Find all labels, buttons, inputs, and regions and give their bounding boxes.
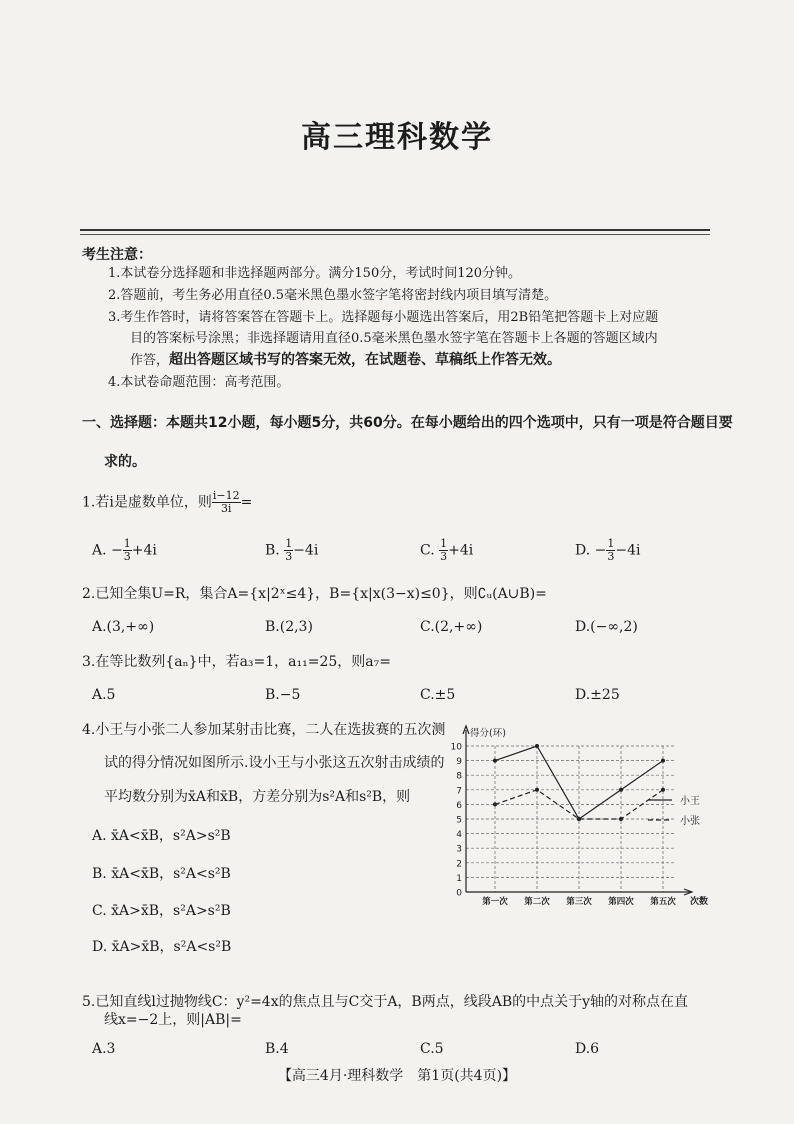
q1-fraction xyxy=(212,490,241,515)
q1-c-num: 1 xyxy=(440,537,448,550)
q1-a-label: A. − xyxy=(92,542,123,559)
q1-c-rest: +4i xyxy=(448,542,474,559)
q1-d-num: 1 xyxy=(607,537,615,550)
data-point xyxy=(493,759,497,763)
section-heading-line2: 求的。 xyxy=(104,454,146,470)
y-tick-label: 6 xyxy=(456,800,462,811)
q2-option-c: C.(2,+∞) xyxy=(420,619,483,635)
q1-b-label: B. xyxy=(265,542,285,559)
x-tick-label: 第三次 xyxy=(566,897,592,907)
page-title: 高三理科数学 xyxy=(301,120,493,155)
q1-b-rest: −4i xyxy=(293,542,319,559)
q5-option-c: C.5 xyxy=(420,1041,444,1057)
q2-option-d: D.(−∞,2) xyxy=(575,619,638,635)
q5-option-d: D.6 xyxy=(575,1041,600,1057)
section-heading-line1: 一、选择题：本题共12小题，每小题5分，共60分。在每小题给出的四个选项中，只有一项是符合题目要 xyxy=(82,415,733,431)
x-tick-label: 第一次 xyxy=(482,897,508,907)
q1-frac-den: 3i xyxy=(220,502,232,515)
q1-option-c xyxy=(420,538,473,563)
q1-b-den: 3 xyxy=(285,550,293,563)
data-point xyxy=(535,788,539,792)
q2-option-a: A.(3,+∞) xyxy=(92,619,155,635)
q1-stem-text: 1.若i是虚数单位，则 xyxy=(82,494,212,511)
q1-c-label: C. xyxy=(420,542,440,559)
q1-option-a xyxy=(92,538,157,563)
q1-c-den: 3 xyxy=(440,550,448,563)
q3-option-d: D.±25 xyxy=(575,687,620,703)
q1-frac-num: i−12 xyxy=(212,489,240,502)
legend-label: 小张 xyxy=(680,816,700,827)
x-tick-label: 第二次 xyxy=(524,897,550,907)
q5-option-a: A.3 xyxy=(92,1041,116,1057)
header-rule-thin xyxy=(80,234,710,235)
y-tick-label: 4 xyxy=(456,830,462,841)
question-3-stem: 3.在等比数列{aₙ}中，若a₃=1，a₁₁=25，则a₇= xyxy=(82,654,391,670)
q1-a-num: 1 xyxy=(123,537,131,550)
y-tick-label: 9 xyxy=(456,757,462,768)
data-point xyxy=(661,759,665,763)
y-tick-label: 2 xyxy=(456,859,462,870)
q3-option-a: A.5 xyxy=(92,687,116,703)
data-point xyxy=(661,788,665,792)
q4-option-b: B. x̄A<x̄B，s²A<s²B xyxy=(92,866,231,882)
q1-a-rest: +4i xyxy=(131,542,157,559)
data-point xyxy=(493,802,497,806)
q3-option-b: B.−5 xyxy=(265,687,301,703)
y-tick-label: 7 xyxy=(456,786,462,797)
y-tick-label: 3 xyxy=(456,844,462,855)
q1-d-label: D. − xyxy=(575,542,607,559)
score-line-chart xyxy=(440,722,710,912)
notice-item-2: 2.答题前，考生务必用直径0.5毫米黑色墨水签字笔将密封线内项目填写清楚。 xyxy=(108,288,558,303)
legend-label: 小王 xyxy=(680,796,700,807)
notice-item-3c-text: 作答， xyxy=(130,353,170,368)
notice-heading: 考生注意： xyxy=(82,247,152,263)
notice-item-4: 4.本试卷命题范围：高考范围。 xyxy=(108,375,290,390)
data-point xyxy=(577,817,581,821)
y-tick-label: 1 xyxy=(456,873,462,884)
x-tick-label: 第四次 xyxy=(608,897,634,907)
q1-a-den: 3 xyxy=(123,550,131,563)
chart-grid xyxy=(466,746,676,892)
q1-b-num: 1 xyxy=(285,537,293,550)
q2-option-b: B.(2,3) xyxy=(265,619,313,635)
question-4-line1: 4.小王与小张二人参加某射击比赛，二人在选拔赛的五次测 xyxy=(82,722,446,738)
question-2-stem: 2.已知全集U=R，集合A={x|2ˣ≤4}，B={x|x(3−x)≤0}，则∁ᵤ(A∪B)= xyxy=(82,586,547,602)
data-point xyxy=(619,788,623,792)
q5-option-b: B.4 xyxy=(265,1041,289,1057)
notice-item-3a: 3.考生作答时，请将答案答在答题卡上。选择题每小题选出答案后，用2B铅笔把答题卡上对应题 xyxy=(108,310,659,325)
data-point xyxy=(535,744,539,748)
question-5-line2-wrap xyxy=(104,1010,242,1030)
q1-d-den: 3 xyxy=(607,550,615,563)
chart-axes xyxy=(463,726,692,895)
question-4-line3: 平均数分别为x̄A和x̄B，方差分别为s²A和s²B，则 xyxy=(104,789,411,805)
question-5-line2: 线x=−2上，则|AB|= xyxy=(104,1012,242,1028)
notice-item-3b: 目的答案标号涂黑；非选择题请用直径0.5毫米黑色墨水签字笔在答题卡上各题的答题区域内 xyxy=(130,331,658,346)
q4-option-c: C. x̄A>x̄B，s²A>s²B xyxy=(92,903,231,919)
header-rule xyxy=(80,229,710,231)
question-5-line1: 5.已知直线l过抛物线C：y²=4x的焦点且与C交于A，B两点，线段AB的中点关于y轴的对称点在直 xyxy=(82,994,689,1010)
q1-d-rest: −4i xyxy=(615,542,641,559)
notice-emphasis: 超出答题区域书写的答案无效，在试题卷、草稿纸上作答无效。 xyxy=(169,352,562,368)
x-axis-label: 次数 xyxy=(690,897,709,907)
data-point xyxy=(619,817,623,821)
notice-item-3c xyxy=(130,350,740,371)
y-axis-label: 得分(环) xyxy=(470,728,506,739)
q1-option-b xyxy=(265,538,318,563)
question-1-stem xyxy=(82,490,252,515)
page-footer: 【高三4月·理科数学 第1页(共4页)】 xyxy=(277,1068,517,1084)
y-tick-label: 10 xyxy=(450,742,462,753)
question-4-line2: 试的得分情况如图所示.设小王与小张这五次射击成绩的 xyxy=(104,755,445,771)
y-tick-label: 8 xyxy=(456,771,462,782)
q1-option-d xyxy=(575,538,640,563)
q3-option-c: C.±5 xyxy=(420,687,456,703)
q4-option-a: A. x̄A<x̄B，s²A>s²B xyxy=(92,828,231,844)
y-tick-label: 5 xyxy=(456,815,462,826)
y-tick-label: 0 xyxy=(456,888,462,899)
q1-tail: = xyxy=(240,494,253,511)
q4-option-d: D. x̄A>x̄B，s²A<s²B xyxy=(92,939,232,955)
notice-item-1: 1.本试卷分选择题和非选择题两部分。满分150分，考试时间120分钟。 xyxy=(108,266,522,281)
x-tick-label: 第五次 xyxy=(650,897,676,907)
